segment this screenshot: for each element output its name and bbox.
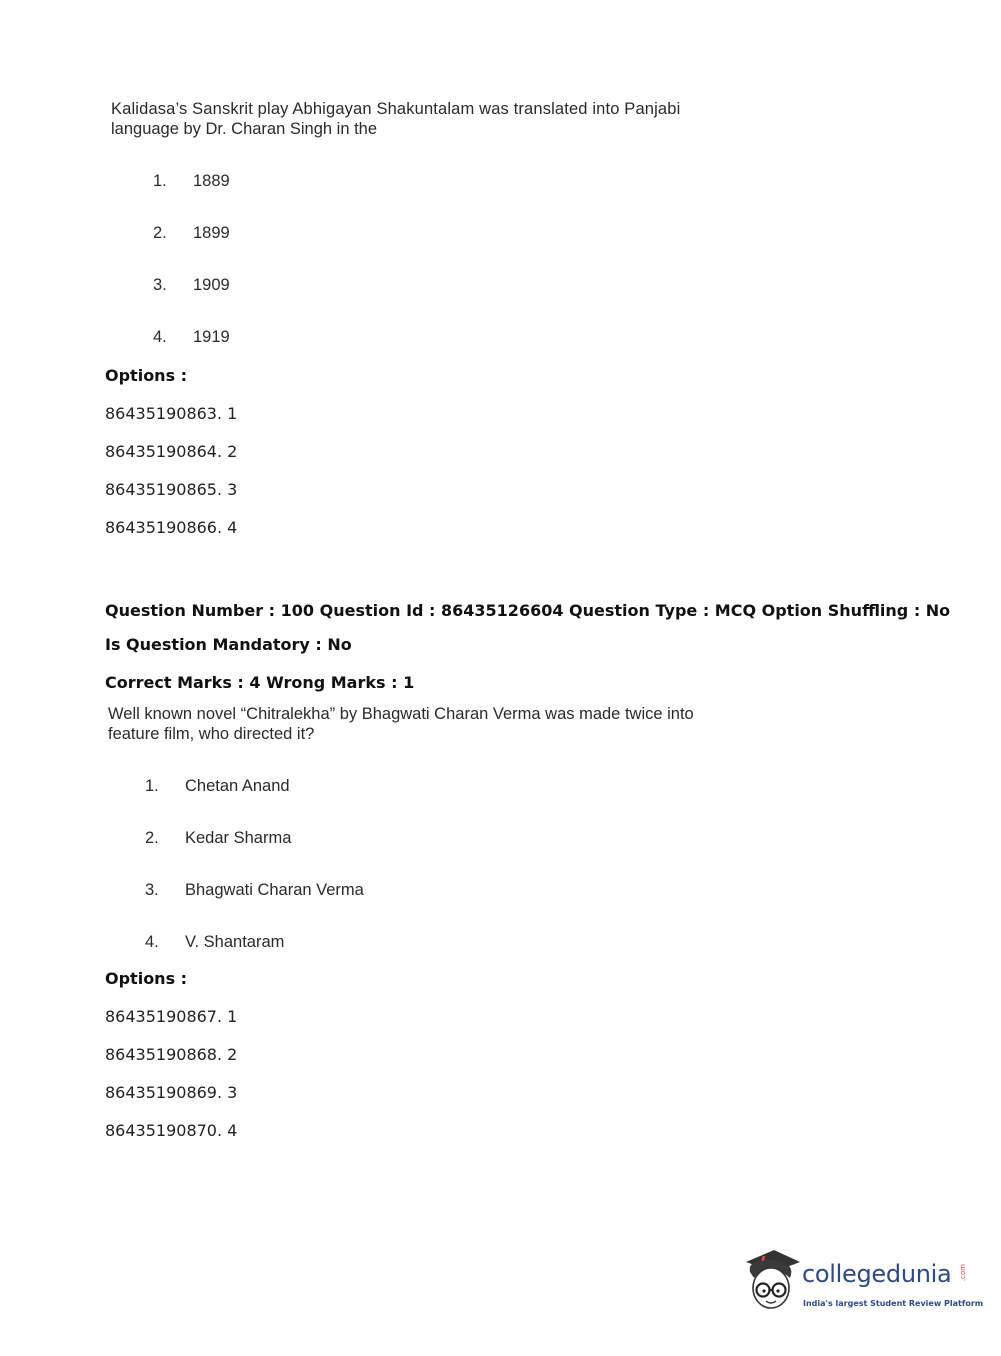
choice-number: 2. (145, 829, 159, 847)
answer-choice (153, 276, 230, 295)
choice-text: Kedar Sharma (185, 829, 292, 847)
choice-text: 1899 (193, 224, 230, 242)
option-id-line: 86435190865. 3 (105, 480, 238, 499)
option-id-line: 86435190870. 4 (105, 1121, 238, 1140)
question-marks: Correct Marks : 4 Wrong Marks : 1 (105, 673, 415, 692)
question-text-line: language by Dr. Charan Singh in the (111, 120, 378, 138)
options-heading: Options : (105, 366, 188, 385)
answer-choice (153, 224, 230, 243)
option-id-line: 86435190867. 1 (105, 1007, 238, 1026)
option-id-line: 86435190868. 2 (105, 1045, 238, 1064)
answer-choice (153, 172, 230, 191)
logo-tagline: India's largest Student Review Platform (803, 1299, 984, 1308)
choice-number: 3. (145, 881, 159, 899)
answer-choice (145, 881, 364, 900)
choice-text: 1919 (193, 328, 230, 346)
collegedunia-logo (742, 1248, 984, 1314)
answer-choice (153, 328, 230, 347)
question-mandatory: Is Question Mandatory : No (105, 635, 352, 654)
option-id-line: 86435190866. 4 (105, 518, 238, 537)
choice-number: 1. (145, 777, 159, 795)
answer-choice (145, 777, 290, 796)
logo-wordmark: collegedunia (802, 1260, 952, 1288)
logo-com-suffix: .com (959, 1264, 967, 1282)
choice-text: 1909 (193, 276, 230, 294)
choice-number: 4. (145, 933, 159, 951)
option-id-line: 86435190864. 2 (105, 442, 238, 461)
choice-text: Bhagwati Charan Verma (185, 881, 364, 899)
question-header: Question Number : 100 Question Id : 86435126604 Question Type : MCQ Option Shuffling : No (105, 601, 951, 620)
option-id-line: 86435190869. 3 (105, 1083, 238, 1102)
question-text (108, 704, 694, 744)
question-text (111, 99, 680, 139)
answer-choice (145, 829, 291, 848)
question-text-line: feature film, who directed it? (108, 725, 315, 743)
choice-text: Chetan Anand (185, 777, 290, 795)
choice-number: 4. (153, 328, 167, 346)
choice-text: V. Shantaram (185, 933, 285, 951)
question-text-line: Well known novel “Chitralekha” by Bhagwati Charan Verma was made twice into (108, 705, 694, 723)
choice-number: 3. (153, 276, 167, 294)
student-mascot-icon (742, 1248, 804, 1314)
answer-choice (145, 933, 284, 952)
choice-number: 1. (153, 172, 167, 190)
options-heading: Options : (105, 969, 188, 988)
option-id-line: 86435190863. 1 (105, 404, 238, 423)
question-text-line: Kalidasa’s Sanskrit play Abhigayan Shakuntalam was translated into Panjabi (111, 100, 681, 118)
choice-text: 1889 (193, 172, 230, 190)
choice-number: 2. (153, 224, 167, 242)
